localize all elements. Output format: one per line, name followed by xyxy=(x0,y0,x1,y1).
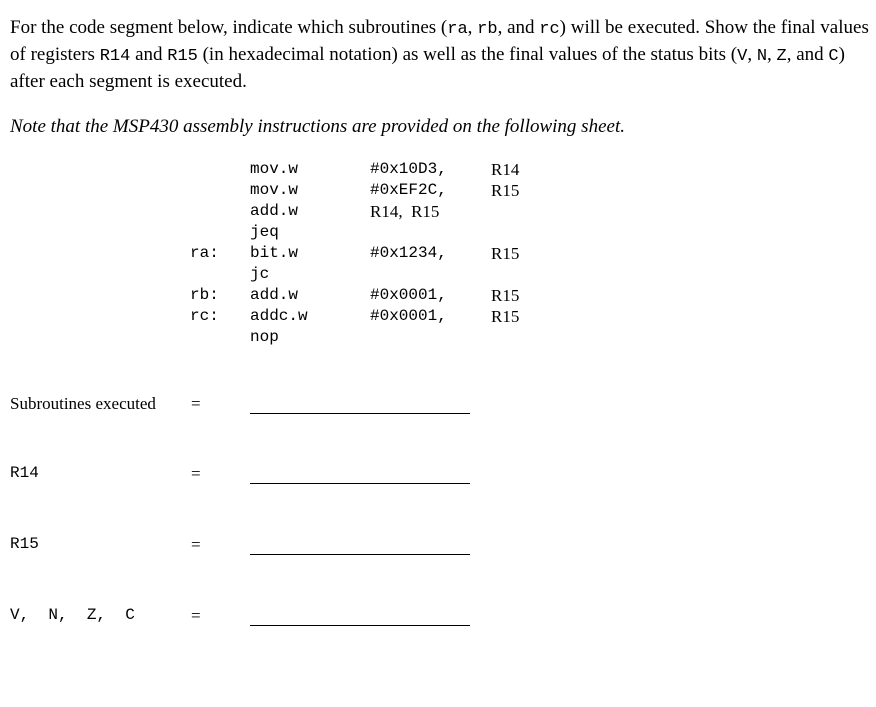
code-operand-source: #0x0001, xyxy=(370,286,447,304)
code-operand-source: #0xEF2C, xyxy=(370,181,447,199)
code-label: rb: xyxy=(190,286,219,304)
text-run: , xyxy=(467,17,478,38)
code-opcode: add.w xyxy=(250,202,299,220)
code-operand-dest: R15 xyxy=(491,286,520,305)
text-run: , xyxy=(747,44,757,65)
status-bits-label: V, N, Z, C xyxy=(10,606,135,624)
equals-sign: = xyxy=(191,535,201,554)
code-term: N xyxy=(756,47,768,66)
subroutines-label: Subroutines executed xyxy=(10,394,156,413)
code-operand-dest: R15 xyxy=(491,181,520,200)
status-bits-answer-blank[interactable] xyxy=(250,625,470,626)
code-term: R15 xyxy=(167,47,198,66)
code-operand-dest: R14 xyxy=(491,160,520,179)
r14-label: R14 xyxy=(10,464,39,482)
text-run: , and xyxy=(497,17,540,38)
text-run: ) after each segment is executed. xyxy=(10,44,845,92)
note-text: Note that the MSP430 assembly instructions are provided on the following sheet. xyxy=(10,116,625,137)
code-term: R14 xyxy=(99,47,131,66)
code-term: Z xyxy=(776,47,787,66)
code-operand-source: #0x10D3, xyxy=(370,160,447,178)
code-opcode: jeq xyxy=(250,223,279,241)
text-run: For the code segment below, indicate which subroutines ( xyxy=(10,17,448,38)
r15-answer-blank[interactable] xyxy=(250,554,470,555)
r15-label: R15 xyxy=(10,535,39,553)
code-term: ra xyxy=(447,20,468,39)
code-label: rc: xyxy=(190,307,219,325)
code-opcode: nop xyxy=(250,328,279,346)
code-opcode: mov.w xyxy=(250,160,299,178)
code-opcode: mov.w xyxy=(250,181,299,199)
code-term: C xyxy=(828,47,839,66)
code-opcode: addc.w xyxy=(250,307,308,325)
text-run: ) will be executed. Show the final values of registers xyxy=(10,17,869,65)
equals-sign: = xyxy=(191,606,201,625)
question-text xyxy=(10,15,870,94)
code-opcode: bit.w xyxy=(250,244,299,262)
code-operand-source: #0x0001, xyxy=(370,307,447,325)
code-operand-dest: R15 xyxy=(491,244,520,263)
text-run: , and xyxy=(786,44,829,65)
equals-sign: = xyxy=(191,394,201,413)
code-term: rc xyxy=(539,20,560,39)
r14-answer-blank[interactable] xyxy=(250,483,470,484)
code-operand-source: #0x1234, xyxy=(370,244,447,262)
code-term: rb xyxy=(477,20,498,39)
code-operand-source: R14, R15 xyxy=(370,202,440,221)
code-label: ra: xyxy=(190,244,219,262)
code-term: V xyxy=(737,47,748,66)
code-operand-dest: R15 xyxy=(491,307,520,326)
subroutines-answer-blank[interactable] xyxy=(250,413,470,414)
text-run: (in hexadecimal notation) as well as the final values of the status bits ( xyxy=(197,44,738,65)
code-opcode: jc xyxy=(250,265,270,283)
text-run: , xyxy=(767,44,777,65)
text-run: and xyxy=(130,44,168,65)
code-opcode: add.w xyxy=(250,286,299,304)
equals-sign: = xyxy=(191,464,201,483)
